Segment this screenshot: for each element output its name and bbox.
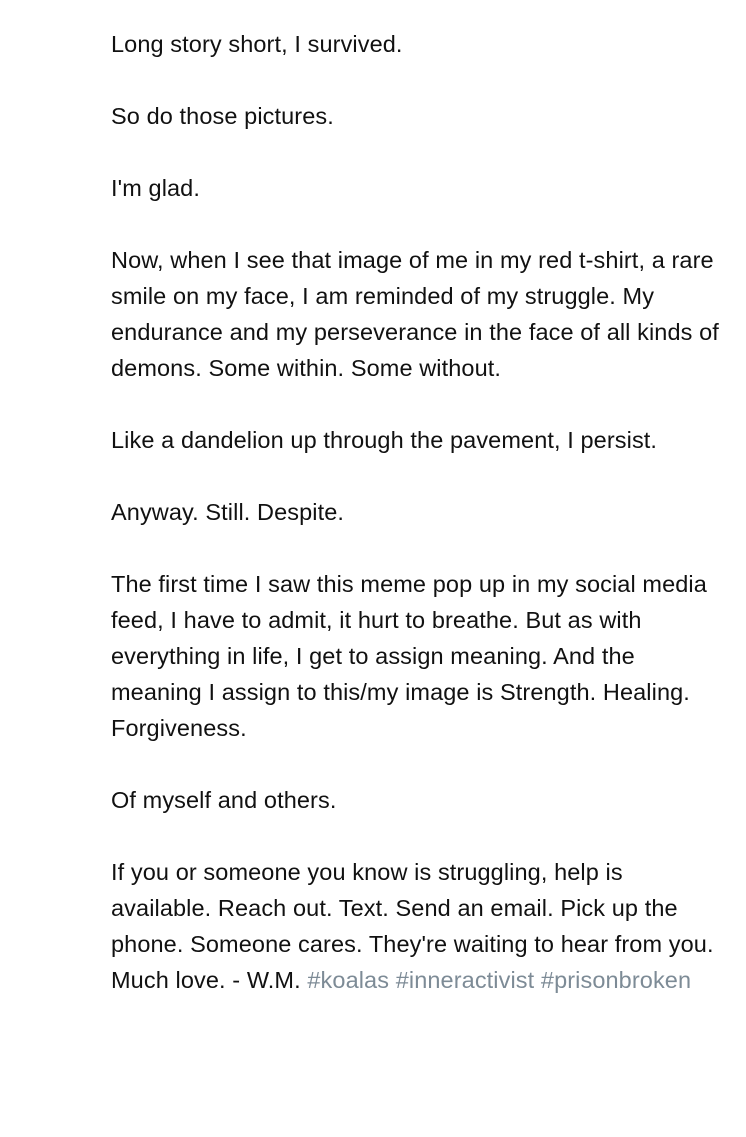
- post-paragraph: Anyway. Still. Despite.: [111, 499, 345, 525]
- post-paragraph: I'm glad.: [111, 175, 200, 201]
- post-paragraph: So do those pictures.: [111, 103, 334, 129]
- post-closing-paragraph: [111, 854, 726, 998]
- post-paragraph: Of myself and others.: [111, 787, 337, 813]
- hashtag-link-inneractivist[interactable]: #inneractivist: [395, 967, 535, 993]
- post-paragraph: Like a dandelion up through the pavement, I persist.: [111, 427, 658, 453]
- hashtag-link-koalas[interactable]: #koalas: [307, 967, 390, 993]
- post-paragraph: Long story short, I survived.: [111, 31, 403, 57]
- post-paragraph: Now, when I see that image of me in my red t-shirt, a rare smile on my face, I am reminded of my struggle. My endurance and my perseverance in the face of all kinds of demons. Some within. Some without.: [111, 247, 719, 381]
- closing-text: If you or someone you know is struggling, help is available. Reach out. Text. Send an email. Pick up the phone. Someone cares. They're waiting to hear from you. Much love. - W.M.: [111, 859, 714, 993]
- post-paragraph: The first time I saw this meme pop up in my social media feed, I have to admit, it hurt to breathe. But as with everything in life, I get to assign meaning. And the meaning I assign to this/my image is Strength. Healing. Forgiveness.: [111, 571, 707, 741]
- hashtag-link-prisonbroken[interactable]: #prisonbroken: [540, 967, 692, 993]
